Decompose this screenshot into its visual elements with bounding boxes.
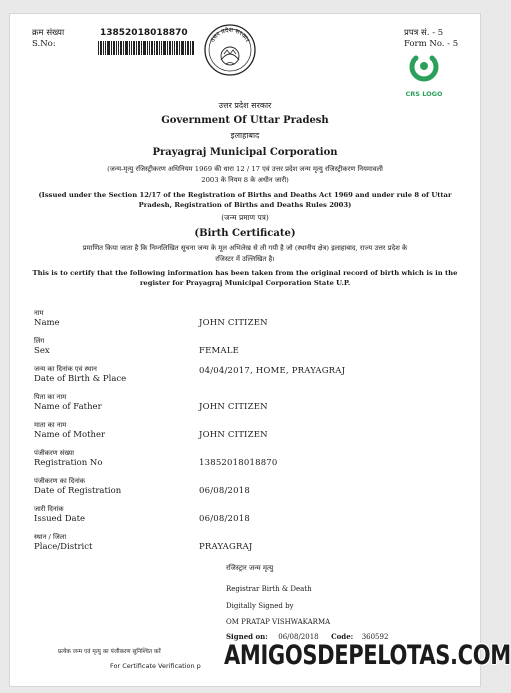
field-value: 13852018018870 bbox=[199, 458, 278, 468]
signer-name: OM PRATAP VISHWAKARMA bbox=[226, 618, 331, 626]
digital-signature-label: Digitally Signed by bbox=[226, 602, 294, 610]
field-label: Name bbox=[34, 318, 60, 328]
field-value: JOHN CITIZEN bbox=[199, 402, 268, 412]
corporation-title: Prayagraj Municipal Corporation bbox=[152, 147, 338, 158]
field-label: Place/District bbox=[34, 542, 93, 552]
field-label-hindi: लिंग bbox=[34, 337, 45, 345]
field-label-hindi: पंजीकरण का दिनांक bbox=[34, 477, 86, 485]
crs-logo-label: CRS LOGO bbox=[405, 90, 443, 98]
field-label-hindi: माता का नाम bbox=[34, 421, 67, 429]
verification-note: For Certificate Verification p bbox=[110, 662, 201, 670]
field-label: Issued Date bbox=[34, 514, 86, 524]
field-label: Sex bbox=[34, 346, 50, 356]
government-title-hindi: उत्तर प्रदेश सरकार bbox=[218, 101, 272, 110]
field-row-registration-no bbox=[34, 448, 464, 476]
code-value: 360592 bbox=[361, 633, 389, 641]
field-label: Date of Registration bbox=[34, 486, 122, 496]
serial-label bbox=[32, 28, 64, 50]
certificate-title: (Birth Certificate) bbox=[194, 228, 296, 239]
field-label: Name of Father bbox=[34, 402, 102, 412]
signed-on-label: Signed on: bbox=[226, 632, 268, 641]
field-row-sex bbox=[34, 336, 464, 364]
certificate-title-hindi: (जन्म प्रमाण पत्र) bbox=[221, 213, 269, 222]
field-label-hindi: पंजीकरण संख्या bbox=[34, 449, 75, 457]
code-label: Code: bbox=[331, 632, 354, 641]
field-row-name bbox=[34, 308, 464, 336]
field-label-hindi: जन्म का दिनांक एवं स्थान bbox=[34, 365, 97, 373]
form-number-english: Form No. - 5 bbox=[404, 39, 459, 49]
field-row-father bbox=[34, 392, 464, 420]
field-label-hindi: नाम bbox=[34, 309, 44, 317]
field-row-registration-date bbox=[34, 476, 464, 504]
field-value: JOHN CITIZEN bbox=[199, 430, 268, 440]
field-row-mother bbox=[34, 420, 464, 448]
form-number bbox=[404, 28, 458, 50]
field-value: FEMALE bbox=[199, 346, 239, 356]
field-label: Date of Birth & Place bbox=[34, 374, 127, 384]
field-row-place bbox=[34, 532, 464, 560]
field-label: Name of Mother bbox=[34, 430, 106, 440]
registrar-title-hindi: रजिस्ट्रार जन्म मृत्यु bbox=[226, 564, 274, 572]
field-row-birth bbox=[34, 364, 464, 392]
certification-statement: This is to certify that the following information has been taken from the original record of birth which is in the register for Prayagraj Municipal Corporation State U.P. bbox=[32, 269, 458, 287]
field-row-issued-date bbox=[34, 504, 464, 532]
watermark: AMIGOSDEPELOTAS.COM bbox=[224, 640, 511, 671]
field-label-hindi: स्थान / जिला bbox=[34, 533, 67, 541]
certification-statement-hindi: प्रमाणित किया जाता है कि निम्नलिखित सूचना जन्म के मूल अभिलेख से ली गयी है जो (स्थानीय क्षेत्र) इलाहाबाद, राज्य उत्तर प्रदेश के रजिस्टर में उल्लिखित है। bbox=[82, 244, 408, 263]
crs-logo bbox=[398, 54, 450, 98]
field-label-hindi: पिता का नाम bbox=[34, 393, 67, 401]
signed-on-date: 06/08/2018 bbox=[278, 633, 319, 641]
emblem-text: उत्तर प्रदेश सरकार bbox=[209, 26, 251, 44]
barcode bbox=[98, 41, 194, 55]
field-value: JOHN CITIZEN bbox=[199, 318, 268, 328]
field-value: PRAYAGRAJ bbox=[199, 542, 253, 552]
field-value: 04/04/2017, HOME, PRAYAGRAJ bbox=[199, 366, 346, 376]
field-value: 06/08/2018 bbox=[199, 514, 250, 524]
serial-label-hindi: क्रम संख्या bbox=[32, 28, 65, 38]
field-label-hindi: जारी दिनांक bbox=[34, 505, 64, 513]
act-reference-hindi: (जन्म-मृत्यु रजिस्ट्रीकरण अधिनियम 1969 की धारा 12 / 17 एवं उत्तर प्रदेश जन्म मृत्यु रजिस्ट्रीकरण नियमावली 2003 के नियम 8 के अधीन जारी) bbox=[107, 165, 383, 184]
registrar-title: Registrar Birth & Death bbox=[226, 585, 312, 593]
crs-logo-icon bbox=[406, 54, 442, 84]
details-list bbox=[34, 308, 464, 560]
registration-note-hindi: प्रत्येक जन्म एवं मृत्यु का पंजीकरण सुनिश्चित करें bbox=[58, 649, 161, 655]
form-number-hindi: प्रपत्र सं. - 5 bbox=[404, 28, 444, 38]
field-label: Registration No bbox=[34, 458, 103, 468]
certificate-page bbox=[10, 14, 511, 686]
act-reference-english: (Issued under the Section 12/17 of the Registration of Births and Deaths Act 1969 and under rule 8 of Uttar Pradesh, Registration of Births and Deaths Rules 2003) bbox=[38, 191, 452, 209]
serial-number: 13852018018870 bbox=[100, 28, 188, 38]
field-value: 06/08/2018 bbox=[199, 486, 250, 496]
city-name-hindi: इलाहाबाद bbox=[230, 131, 260, 140]
government-title: Government Of Uttar Pradesh bbox=[161, 115, 329, 126]
serial-label-english: S.No: bbox=[32, 39, 56, 49]
up-government-emblem bbox=[204, 24, 256, 76]
